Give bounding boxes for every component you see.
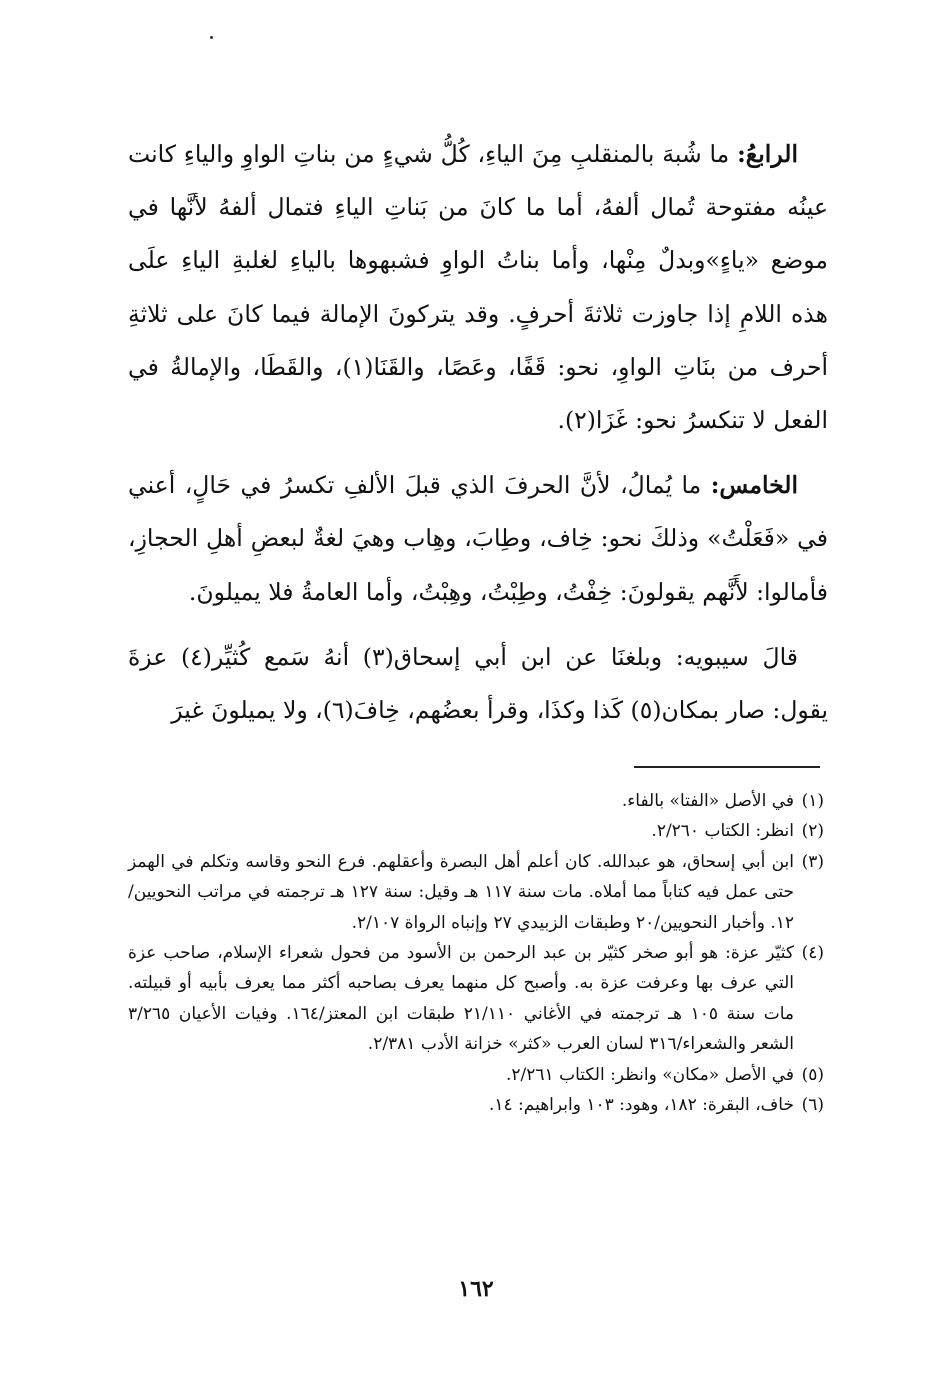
footnote	[128, 847, 824, 938]
footnote-text: في الأصل «مكان» وانظر: الكتاب ٢/٢٦١.	[506, 1064, 794, 1085]
footnote-number: (٢)	[801, 821, 824, 842]
paragraph-sibawayh	[128, 631, 828, 737]
scan-speck	[210, 36, 213, 39]
footnote-number: (١)	[801, 791, 824, 811]
footnote-text: ابن أبي إسحاق، هو عبدالله. كان أعلم أهل البصرة وأعقلهم. فرع النحو وقاسه وتكلم في الهمز حتى عمل فيه كتاباً مما أملاه. مات سنة ١١٧ هـ وقيل: سنة ١٢٧ هـ ترجمته في مراتب النحويين/١٢. وأخبار النحويين/٢٠ وطبقات الزبيدي ٢٧ وإنباه الرواة ٢/١٠٧.	[128, 851, 794, 933]
footnote	[128, 1060, 824, 1090]
footnote	[128, 938, 824, 1060]
footnote-number: (٤)	[801, 943, 824, 964]
footnote-text: في الأصل «الفتا» بالفاء.	[621, 791, 794, 811]
footnote-number: (٥)	[801, 1064, 824, 1085]
footnote	[128, 1090, 824, 1120]
footnote-number: (٦)	[801, 1095, 824, 1116]
page-number: ١٦٢	[458, 1276, 494, 1302]
main-text	[128, 128, 828, 737]
paragraph-body: قالَ سيبويه: وبلغنَا عن ابن أبي إسحاق(٣) أنهُ سَمع كُثيِّر(٤) عزةَ يقول: صار بمكان(٥) كَذا وكذَا، وقرأ بعضُهم، خِافَ(٦)، ولا يميلونَ غيرَ	[128, 642, 828, 725]
paragraph-lead: الخامس:	[710, 471, 798, 500]
footnote-text: انظر: الكتاب ٢/٢٦٠.	[651, 821, 794, 842]
footnote-text: خاف، البقرة: ١٨٢، وهود: ١٠٣ وابراهيم: ١٤.	[488, 1095, 794, 1116]
paragraph-fifth	[128, 459, 828, 619]
footnotes	[128, 786, 824, 1120]
paragraph-lead: الرابعُ:	[737, 140, 798, 168]
footnote	[128, 786, 824, 816]
paragraph-body: ما يُمالُ، لأنَّ الحرفَ الذي قبلَ الألفِ تكسرُ في حَالٍ، أعني في «فَعَلْتُ» وذلكَ نحو: خِاف، وطِابَ، وهِاب وهيَ لغةٌ لبعضِ أهلِ الحجازِ، فأمالوا: لأَنَّهم يقولونَ: خِفْتُ، وطِبْتُ، وهِبْتُ، وأما العامةُ فلا يميلونَ.	[128, 471, 828, 606]
footnote-text: كثيّر عزة: هو أبو صخر كثيّر بن عبد الرحمن بن الأسود من فحول شعراء الإسلام، صاحب عزة التي عرف بها وعرفت عزة به. وأصبح كل منهما يعرف بصاحبه أكثر مما يعرف بأبيه أو قبيلته. مات سنة ١٠٥ هـ ترجمته في الأغاني ٢١/١١٠ طبقات ابن المعتز/١٦٤. وفيات الأعيان ٣/٢٦٥ الشعر والشعراء/٣١٦ لسان العرب «كثر» خزانة الأدب ٢/٣٨١.	[128, 943, 795, 1055]
footnote-number: (٣)	[801, 851, 824, 872]
footnote	[128, 816, 824, 846]
paragraph-fourth	[128, 128, 828, 447]
footnote-separator	[634, 766, 820, 768]
paragraph-body: ما شُبهَ بالمنقلبِ مِنَ الياءِ، كُلُّ شيءٍ من بناتِ الواوِ والياءِ كانت عينُه مفتوحة تُمال ألفهُ، أما ما كانَ من بَناتِ الياءِ فتمال ألفهُ لأنَّها في موضع «ياءٍ»وبدلٌ مِنْها، وأما بناتُ الواوِ فشبهوها بالياءِ لغلبةِ الياءِ علَى هذه اللامِ إذا جاوزت ثلاثةَ أحرفٍ. وقد يتركونَ الإمالة فيما كانَ على ثلاثةِ أحرف من بنَاتِ الواوِ، نحو: قَفًا، وعَصًا، والقَنَا(١)، والقَطَا، والإمالةُ في الفعل لا تنكسرُ نحو: غَزَا(٢).	[128, 140, 828, 435]
